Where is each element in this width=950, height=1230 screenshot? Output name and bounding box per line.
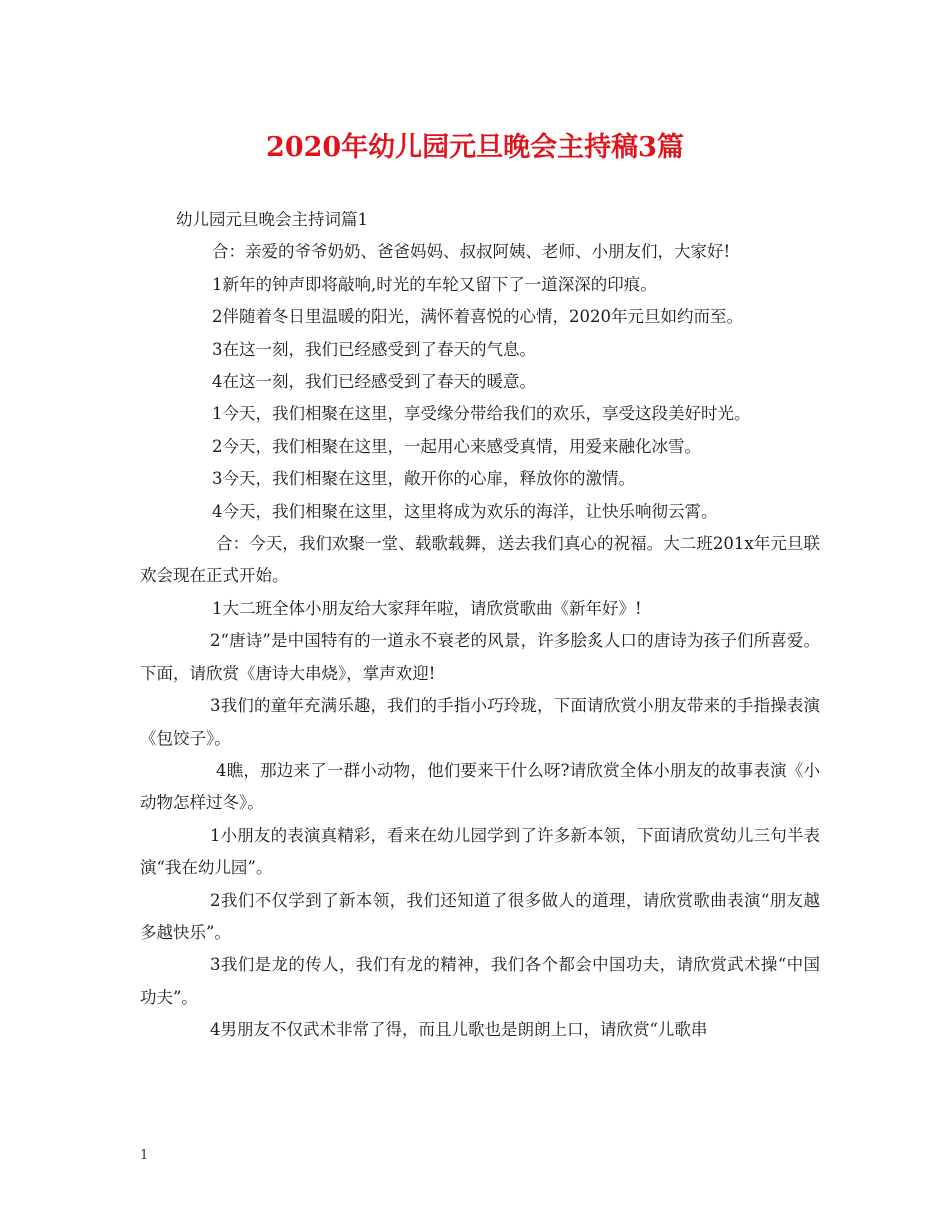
paragraph: 1大二班全体小朋友给大家拜年啦，请欣赏歌曲《新年好》!	[212, 598, 642, 618]
paragraph: 4在这一刻，我们已经感受到了春天的暖意。	[212, 372, 536, 392]
paragraph: 3我们是龙的传人，我们有龙的精神，我们各个都会中国功夫，请欣赏武术操“中国功夫”。	[140, 955, 820, 1007]
page-number: 1	[140, 1148, 149, 1163]
paragraph: 4男朋友不仅武术非常了得，而且儿歌也是朗朗上口，请欣赏“儿歌串	[210, 1020, 708, 1040]
paragraph: 2“唐诗”是中国特有的一道永不衰老的风景，许多脍炙人口的唐诗为孩子们所喜爱。下面，请欣赏《唐诗大串烧》，掌声欢迎!	[140, 631, 820, 683]
paragraph: 3在这一刻，我们已经感受到了春天的气息。	[212, 339, 536, 359]
paragraph: 4瞧，那边来了一群小动物，他们要来干什么呀?请欣赏全体小朋友的故事表演《小动物怎样过冬》。	[140, 760, 820, 813]
document-body	[140, 204, 820, 1047]
paragraph: 3我们的童年充满乐趣，我们的手指小巧玲珑，下面请欣赏小朋友带来的手指操表演《包饺子》。	[140, 696, 820, 748]
paragraph: 1小朋友的表演真精彩，看来在幼儿园学到了许多新本领，下面请欣赏幼儿三句半表演“我在幼儿园”。	[140, 825, 820, 878]
section-heading: 幼儿园元旦晚会主持词篇1	[176, 210, 368, 229]
paragraph: 1今天，我们相聚在这里，享受缘分带给我们的欢乐，享受这段美好时光。	[212, 404, 751, 424]
paragraph: 合：亲爱的爷爷奶奶、爸爸妈妈、叔叔阿姨、老师、小朋友们，大家好!	[212, 242, 731, 262]
paragraph: 2我们不仅学到了新本领，我们还知道了很多做人的道理，请欣赏歌曲表演“朋友越多越快乐”。	[140, 890, 820, 942]
paragraph: 2今天，我们相聚在这里，一起用心来感受真情，用爱来融化冰雪。	[212, 436, 701, 456]
paragraph: 3今天，我们相聚在这里，敞开你的心扉，释放你的激情。	[212, 469, 635, 489]
paragraph: 4今天，我们相聚在这里，这里将成为欢乐的海洋，让快乐响彻云霄。	[212, 501, 718, 521]
paragraph: 合：今天，我们欢聚一堂、载歌载舞，送去我们真心的祝福。大二班201x年元旦联欢会现在正式开始。	[140, 534, 820, 586]
paragraph: 2伴随着冬日里温暖的阳光，满怀着喜悦的心情，2020年元旦如约而至。	[212, 307, 743, 327]
paragraph: 1新年的钟声即将敲响,时光的车轮又留下了一道深深的印痕。	[212, 274, 657, 294]
document-title: 2020年幼儿园元旦晚会主持稿3篇	[266, 132, 684, 163]
